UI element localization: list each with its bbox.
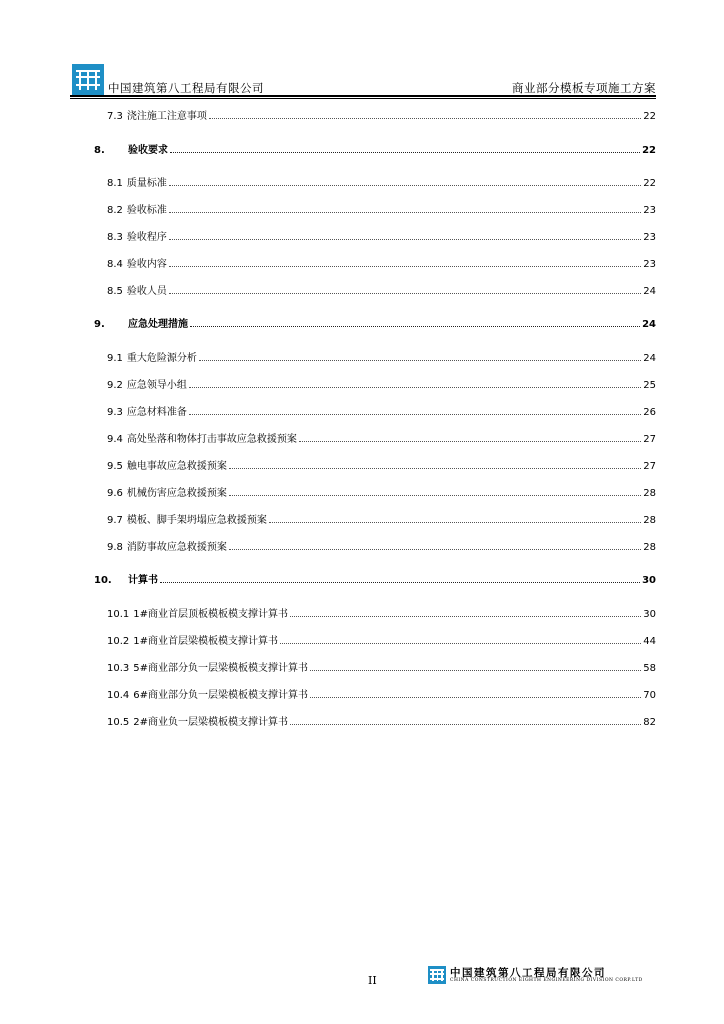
toc-dot-leader: [199, 360, 641, 361]
page-footer: [428, 966, 650, 986]
toc-entry[interactable]: [107, 175, 656, 189]
toc-entry-page: 22: [642, 145, 656, 156]
toc-dot-leader: [299, 441, 641, 442]
toc-entry-title: 1#商业首层顶板模板模支撑计算书: [133, 609, 289, 620]
toc-entry-title: 验收程序: [126, 232, 167, 243]
toc-dot-leader: [229, 495, 641, 496]
toc-entry-number: 9.2: [107, 380, 123, 391]
toc-entry[interactable]: [107, 660, 656, 674]
toc-entry-page: 70: [643, 690, 656, 701]
toc-entry-number: 9.7: [107, 515, 123, 526]
toc-entry-title: 验收内容: [126, 259, 167, 270]
toc-entry-number: 9.: [94, 319, 105, 330]
toc-entry[interactable]: [107, 108, 656, 122]
toc-entry-number: 10.3: [107, 663, 130, 674]
toc-entry-number: 9.3: [107, 407, 123, 418]
toc-entry-number: 8.1: [107, 178, 123, 189]
toc-entry-title: 5#商业部分负一层梁模板模支撑计算书: [133, 663, 309, 674]
toc-dot-leader: [290, 724, 641, 725]
toc-entry-page: 22: [643, 111, 656, 122]
page-number: II: [368, 974, 377, 987]
toc-entry[interactable]: [107, 633, 656, 647]
toc-entry[interactable]: [107, 431, 656, 445]
toc-entry[interactable]: [107, 377, 656, 391]
toc-entry[interactable]: [107, 539, 656, 553]
toc-entry-title: 6#商业部分负一层梁模板模支撑计算书: [133, 690, 309, 701]
toc-entry-number: 10.2: [107, 636, 130, 647]
toc-entry-title: 应急处理措施: [128, 319, 188, 330]
toc-dot-leader: [169, 293, 641, 294]
toc-entry[interactable]: [107, 714, 656, 728]
toc-entry[interactable]: [94, 572, 656, 586]
toc-entry-page: 24: [642, 319, 656, 330]
toc-entry-number: 7.3: [107, 111, 123, 122]
header-rule: [70, 95, 656, 97]
toc-entry-title: 机械伤害应急救援预案: [126, 488, 227, 499]
toc-entry-title: 计算书: [128, 575, 158, 586]
toc-entry-title: 验收人员: [126, 286, 167, 297]
toc-entry-title: 触电事故应急救援预案: [126, 461, 227, 472]
toc-entry-title: 浇注施工注意事项: [126, 111, 207, 122]
toc-dot-leader: [169, 185, 641, 186]
toc-entry-title: 验收要求: [128, 145, 168, 156]
toc-entry-page: 25: [643, 380, 656, 391]
toc-entry-page: 58: [643, 663, 656, 674]
toc-entry-title: 模板、脚手架坍塌应急救援预案: [126, 515, 267, 526]
toc-entry[interactable]: [107, 606, 656, 620]
toc-dot-leader: [209, 118, 641, 119]
toc-entry[interactable]: [107, 687, 656, 701]
toc-entry-title: 高处坠落和物体打击事故应急救援预案: [126, 434, 297, 445]
toc-dot-leader: [269, 522, 641, 523]
toc-entry-title: 质量标准: [126, 178, 167, 189]
toc-entry-page: 27: [643, 434, 656, 445]
toc-entry-number: 8.5: [107, 286, 123, 297]
toc-entry-page: 23: [643, 232, 656, 243]
toc-entry[interactable]: [107, 350, 656, 364]
toc-entry-number: 10.1: [107, 609, 130, 620]
footer-logo-icon: [428, 966, 446, 984]
toc-dot-leader: [189, 387, 641, 388]
toc-entry-number: 9.5: [107, 461, 123, 472]
toc-dot-leader: [229, 468, 641, 469]
header-company: 中国建筑第八工程局有限公司: [108, 81, 264, 95]
toc-entry[interactable]: [107, 485, 656, 499]
footer-company-en: CHINA CONSTRUCTION EIGHTH ENGINEERING DIVISION CORP.LTD: [450, 978, 643, 983]
toc-entry-title: 重大危险源分析: [126, 353, 197, 364]
toc-entry[interactable]: [107, 229, 656, 243]
page-header: [70, 62, 656, 96]
toc-entry-page: 23: [643, 259, 656, 270]
toc-entry-page: 24: [643, 353, 656, 364]
toc-entry[interactable]: [107, 512, 656, 526]
toc-entry-page: 23: [643, 205, 656, 216]
toc-entry-number: 8.3: [107, 232, 123, 243]
toc-entry-page: 26: [643, 407, 656, 418]
header-doc-title: 商业部分模板专项施工方案: [512, 81, 656, 95]
toc-entry-number: 10.4: [107, 690, 130, 701]
toc-entry-page: 82: [643, 717, 656, 728]
toc-entry-title: 验收标准: [126, 205, 167, 216]
toc-dot-leader: [229, 549, 641, 550]
toc-dot-leader: [160, 582, 640, 583]
toc-dot-leader: [190, 326, 640, 327]
toc-entry-number: 10.: [94, 575, 112, 586]
toc-dot-leader: [310, 670, 641, 671]
toc-entry-title: 应急材料准备: [126, 407, 187, 418]
toc-entry-number: 8.4: [107, 259, 123, 270]
toc-entry[interactable]: [107, 256, 656, 270]
toc-entry[interactable]: [94, 316, 656, 330]
toc-entry[interactable]: [94, 142, 656, 156]
toc-dot-leader: [169, 239, 641, 240]
toc-dot-leader: [310, 697, 641, 698]
toc-entry-number: 9.6: [107, 488, 123, 499]
toc-entry-page: 30: [643, 609, 656, 620]
toc-entry-page: 44: [643, 636, 656, 647]
toc-dot-leader: [170, 152, 640, 153]
toc-entry-page: 28: [643, 488, 656, 499]
toc-entry-number: 8.: [94, 145, 105, 156]
toc-entry-title: 消防事故应急救援预案: [126, 542, 227, 553]
footer-company-cn: 中国建筑第八工程局有限公司: [450, 967, 606, 979]
toc-entry-page: 30: [642, 575, 656, 586]
toc-dot-leader: [189, 414, 641, 415]
toc-entry-title: 应急领导小组: [126, 380, 187, 391]
toc-entry-page: 27: [643, 461, 656, 472]
toc-entry-number: 9.4: [107, 434, 123, 445]
toc-entry-title: 1#商业首层梁模板模支撑计算书: [133, 636, 279, 647]
toc-entry-number: 9.8: [107, 542, 123, 553]
toc-entry-page: 28: [643, 542, 656, 553]
toc-entry-number: 8.2: [107, 205, 123, 216]
toc-entry-page: 24: [643, 286, 656, 297]
toc-entry-page: 28: [643, 515, 656, 526]
toc-dot-leader: [290, 616, 641, 617]
toc-entry-number: 10.5: [107, 717, 130, 728]
toc-entry-title: 2#商业负一层梁模板模支撑计算书: [133, 717, 289, 728]
header-rule-thin: [70, 98, 656, 99]
toc-entry[interactable]: [107, 202, 656, 216]
toc-entry-page: 22: [643, 178, 656, 189]
toc-entry[interactable]: [107, 458, 656, 472]
toc-dot-leader: [280, 643, 641, 644]
cscec-logo-icon: [72, 64, 104, 96]
toc-entry-number: 9.1: [107, 353, 123, 364]
toc-entry[interactable]: [107, 283, 656, 297]
toc-dot-leader: [169, 212, 641, 213]
toc-entry[interactable]: [107, 404, 656, 418]
toc-dot-leader: [169, 266, 641, 267]
